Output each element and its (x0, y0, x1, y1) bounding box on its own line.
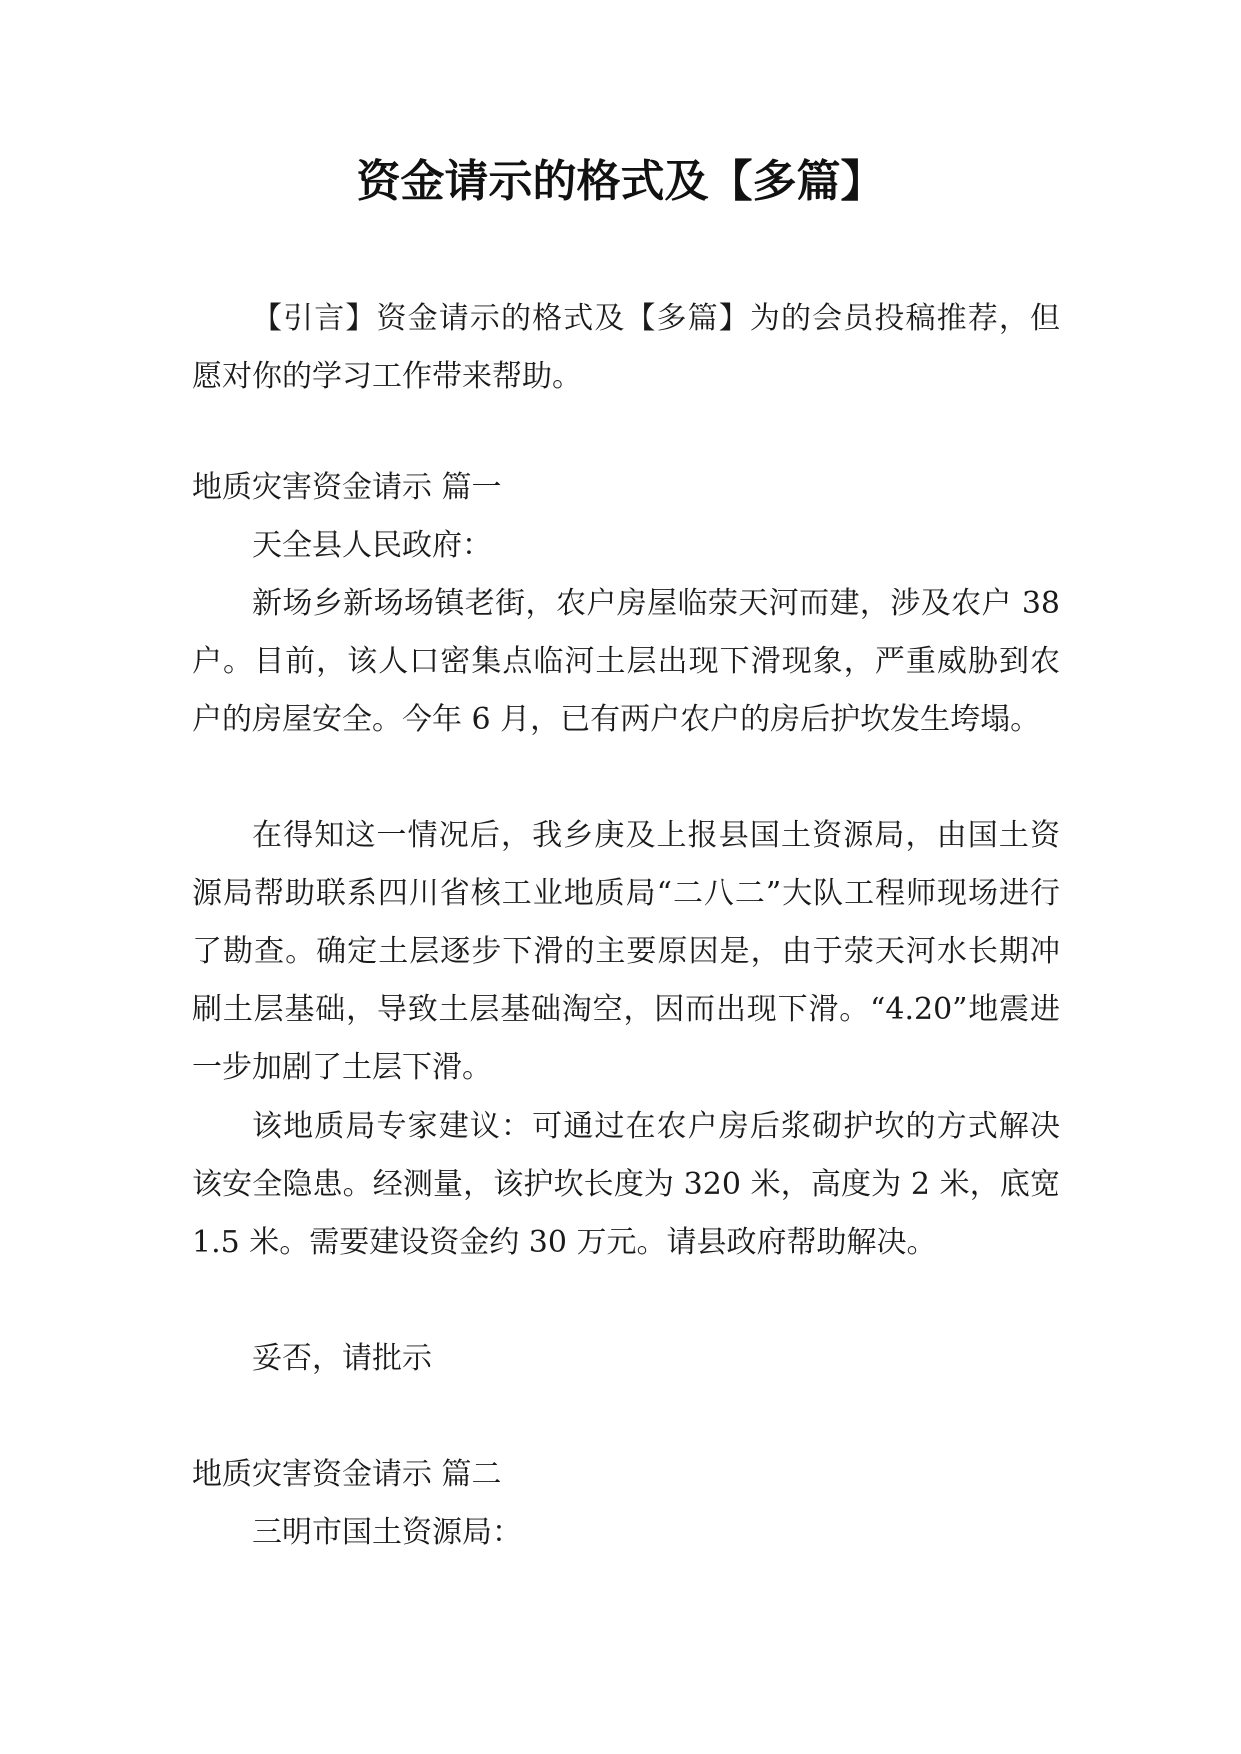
closing-line-1: 妥否，请批示 (252, 1341, 432, 1376)
intro-paragraph: 【引言】资金请示的格式及【多篇】为的会员投稿推荐，但愿对你的学习工作带来帮助。 (192, 301, 1060, 394)
section-heading-2: 地质灾害资金请示 篇二 (192, 1457, 502, 1492)
section1-paragraph-3: 该地质局专家建议：可通过在农户房后浆砌护坎的方式解决该安全隐患。经测量，该护坎长度为 320 米，高度为 2 米，底宽 1.5 米。需要建设资金约 30 万元。请县政府帮助解决。 (192, 1109, 1060, 1260)
section-heading-1: 地质灾害资金请示 篇一 (192, 470, 502, 505)
salutation-2: 三明市国土资源局： (252, 1515, 522, 1550)
section1-paragraph-1: 新场乡新场场镇老街，农户房屋临荥天河而建，涉及农户 38 户。目前，该人口密集点临河土层出现下滑现象，严重威胁到农户的房屋安全。今年 6 月，已有两户农户的房后护坎发生垮塌。 (192, 586, 1060, 737)
document-title: 资金请示的格式及【多篇】 (356, 156, 885, 207)
salutation-1: 天全县人民政府： (252, 528, 492, 563)
section1-paragraph-2: 在得知这一情况后，我乡庚及上报县国土资源局，由国土资源局帮助联系四川省核工业地质局“二八二”大队工程师现场进行了勘查。确定土层逐步下滑的主要原因是，由于荥天河水长期冲刷土层基础，导致土层基础淘空，因而出现下滑。“4.20”地震进一步加剧了土层下滑。 (192, 818, 1060, 1085)
